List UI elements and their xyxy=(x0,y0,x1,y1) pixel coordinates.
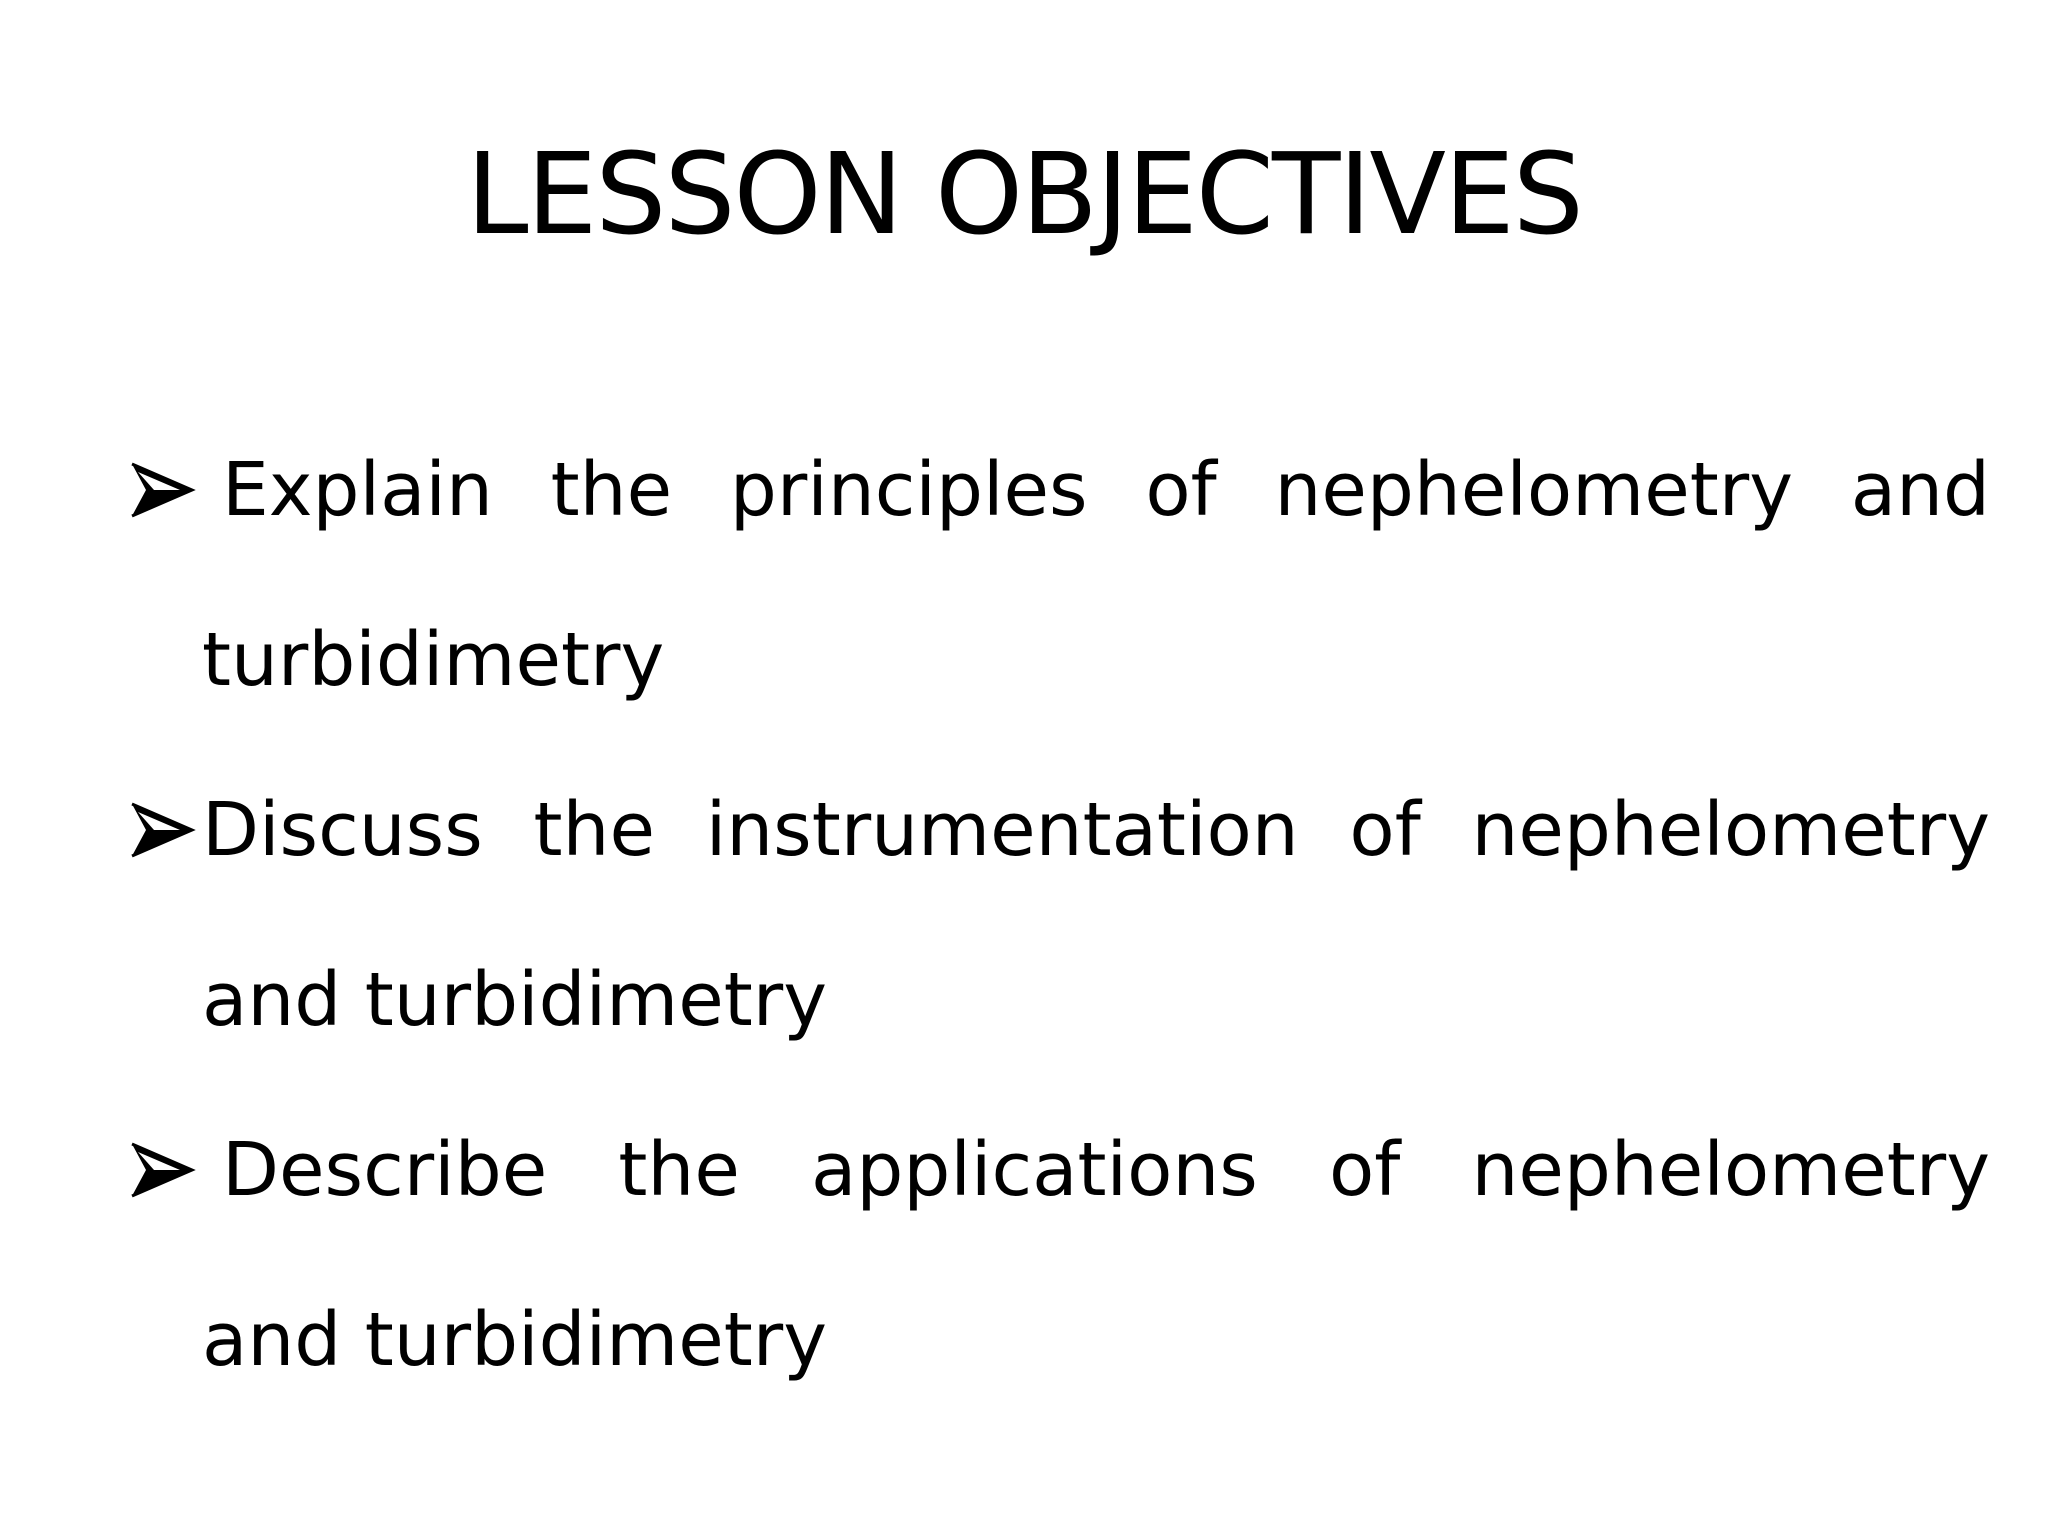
arrowhead-bullet-icon xyxy=(128,796,196,864)
objectives-list xyxy=(128,405,1990,1425)
arrowhead-bullet-icon xyxy=(128,1136,196,1204)
objective-2-line-2: and turbidimetry xyxy=(202,957,827,1043)
slide-title: LESSON OBJECTIVES xyxy=(466,130,1582,260)
objective-item-2 xyxy=(128,745,1990,1085)
objective-3-line-1: Describe the applications of nephelometry xyxy=(222,1127,1990,1213)
objective-1-line-2: turbidimetry xyxy=(202,617,665,703)
arrowhead-bullet-icon xyxy=(128,456,196,524)
objective-2-line-1: Discuss the instrumentation of nephelometry xyxy=(202,787,1990,873)
objective-3-line-2: and turbidimetry xyxy=(202,1297,827,1383)
objective-item-3 xyxy=(128,1085,1990,1425)
objective-item-1 xyxy=(128,405,1990,745)
objective-1-line-1: Explain the principles of nephelometry and xyxy=(222,447,1990,533)
